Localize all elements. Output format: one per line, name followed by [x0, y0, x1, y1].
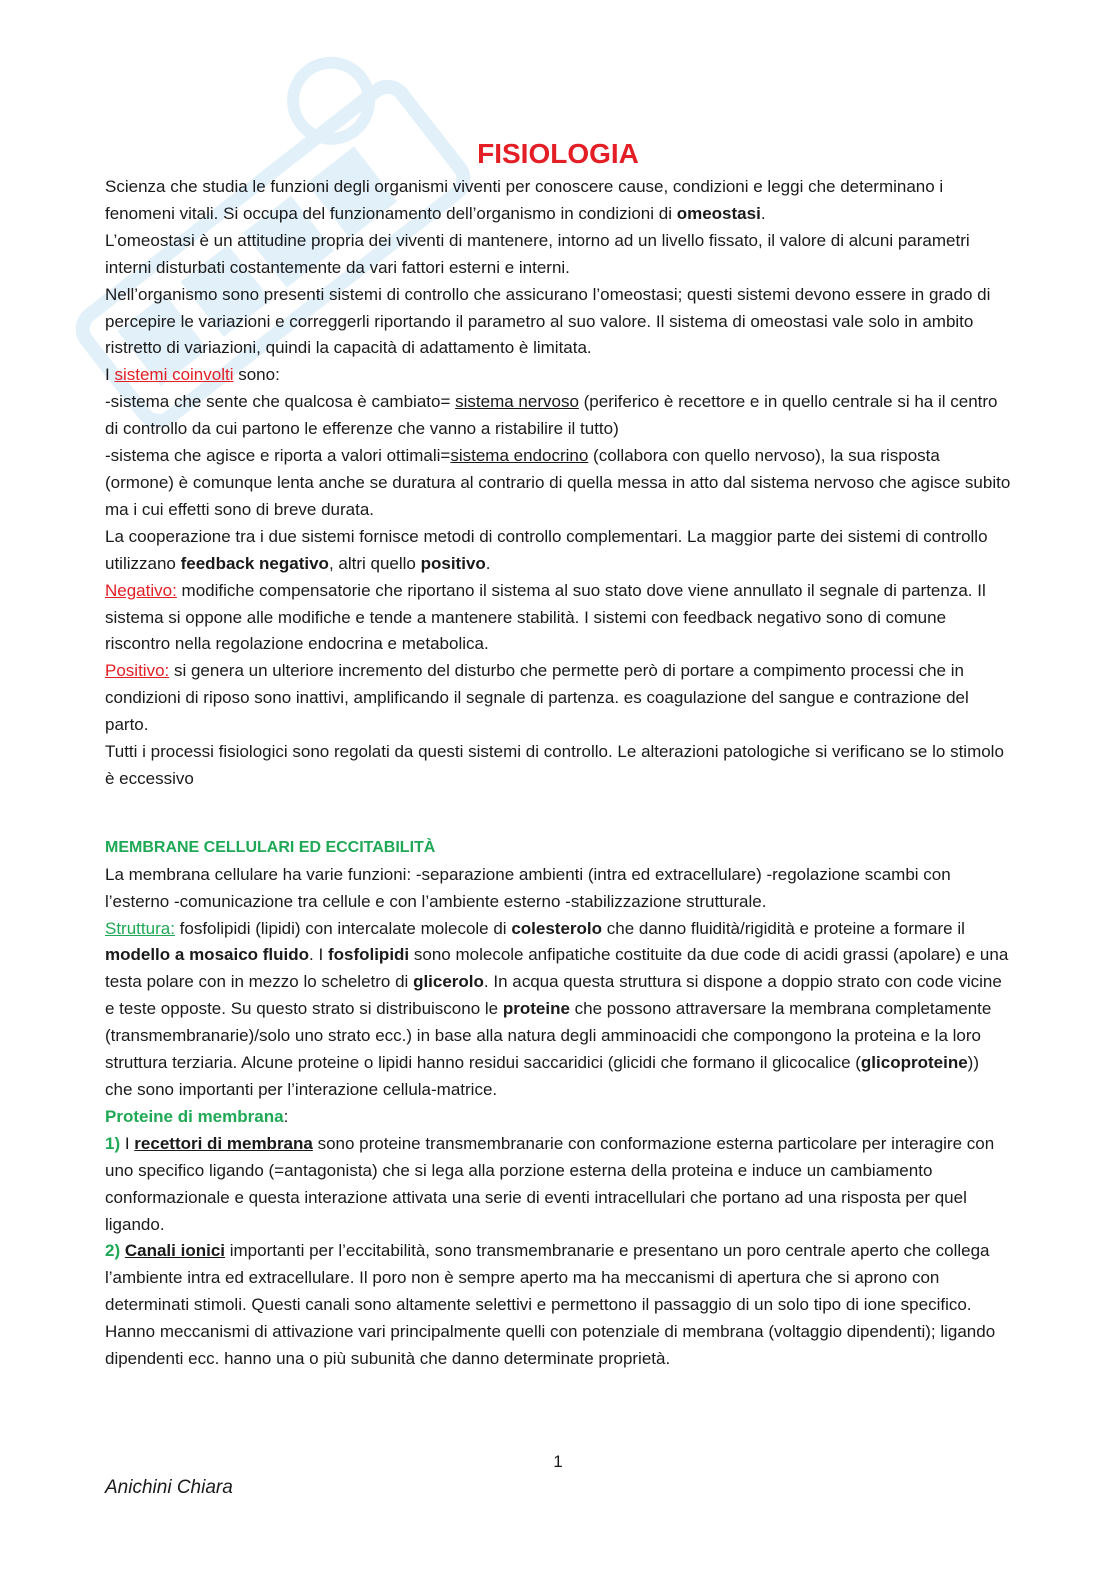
paragraph-negative-feedback: Negativo: modifiche compensatorie che riportano il sistema al suo stato dove viene annullato il segnale di partenza. Il sistema si oppone alle modifiche e tende a mantenere stabilità. I sistemi con feedback negativo sono di comune riscontro nella regolazione endocrina e metabolica. — [105, 580, 986, 654]
subheading-membrane-proteins: Proteine di membrana: — [105, 1106, 289, 1126]
page-title: FISIOLOGIA — [477, 138, 639, 169]
paragraph-systems-involved: I sistemi coinvolti sono: — [105, 365, 280, 385]
paragraph-ion-channels: 2) Canali ionici importanti per l’eccitabilità, sono transmembranarie e presentano un poro centrale aperto che collega l’ambiente intra ed extracellulare. Il poro non è sempre aperto ma ha meccanismi di apertura che si aprono con determinati stimoli. Questi canali sono altamente selettivi e permettono il passaggio di un solo tipo di ione specifico. Hanno meccanismi di attivazione vari principalmente quelli con potenziale di membrana (voltaggio dipendenti); ligando dipendenti ecc. hanno una o più subunità che danno determinate proprietà. — [105, 1241, 996, 1369]
author-name: Anichini Chiara — [105, 1477, 233, 1498]
term-sistema-endocrino: sistema endocrino — [450, 446, 589, 466]
list-number: 1) — [105, 1133, 121, 1153]
paragraph-endocrine-system: -sistema che agisce e riporta a valori ottimali=sistema endocrino (collabora con quello nervoso), la sua risposta (ormone) è comunque lenta anche se duratura al contrario di quella messa in atto dal sistema nervoso che agisce subito ma i cui effetti sono di breve durata. — [105, 446, 1011, 519]
paragraph-structure: Struttura: fosfolipidi (lipidi) con intercalate molecole di colesterolo che danno fluidità/rigidità e proteine a formare il modello a mosaico fluido. I fosfolipidi sono molecole anfipatiche costituite da due code di acidi grassi (apolare) e una testa polare con in mezzo lo scheletro di glicerolo. In acqua questa struttura si dispone a doppio strato con code vicine e teste opposte. Su questo strato si distribuiscono le proteine che possono attraversare la membrana completamente (transmembranarie)/solo uno strato ecc.) in base alla natura degli amminoacidi che compongono la proteina e la loro struttura terziaria. Alcune proteine o lipidi hanno residui saccaridici (glicidi che formano il glicocalice (glicoproteine)) che sono importanti per l’interazione cellula-matrice. — [105, 918, 1009, 1099]
document-page — [105, 136, 1011, 1373]
term-negativo: Negativo: — [105, 580, 177, 600]
paragraph-pathology: Tutti i processi fisiologici sono regolati da questi sistemi di controllo. Le alterazioni patologiche si verificano se lo stimolo è eccessivo — [105, 742, 1004, 788]
paragraph-nervous-system: -sistema che sente che qualcosa è cambiato= sistema nervoso (periferico è recettore e in quello centrale si ha il centro di controllo da cui partono le efferenze che vanno a ristabilire il tutto) — [105, 392, 998, 439]
list-number: 2) — [105, 1241, 121, 1261]
term-recettori: recettori di membrana — [134, 1133, 313, 1153]
term-positivo: Positivo: — [105, 661, 170, 681]
paragraph-control-systems: Nell’organismo sono presenti sistemi di controllo che assicurano l’omeostasi; questi sistemi devono essere in grado di percepire le variazioni e correggerli riportando il parametro al suo valore. Il sistema di omeostasi vale solo in ambito ristretto di variazioni, quindi la capacità di adattamento è limitata. — [105, 284, 991, 358]
paragraph-omeostasi: L’omeostasi è un attitudine propria dei viventi di mantenere, intorno ad un livello fissato, il valore di alcuni parametri interni disturbati costantemente da vari fattori esterni e interni. — [105, 230, 970, 277]
term-struttura: Struttura: — [105, 918, 175, 938]
section-heading: MEMBRANE CELLULARI ED ECCITABILITÀ — [105, 838, 436, 856]
term-canali-ionici: Canali ionici — [124, 1241, 225, 1261]
paragraph-definition: Scienza che studia le funzioni degli organismi viventi per conoscere cause, condizioni e leggi che determinano i fenomeni vitali. Si occupa del funzionamento dell’organismo in condizioni di omeostasi. — [105, 177, 944, 223]
spacer — [105, 793, 1011, 835]
page-number: 1 — [553, 1452, 563, 1471]
paragraph-positive-feedback: Positivo: si genera un ulteriore incremento del disturbo che permette però di portare a compimento processi che in condizioni di riposo sono inattivi, amplificando il segnale di partenza. es coagulazione del sangue e contrazione del parto. — [105, 661, 969, 735]
paragraph-membrane-functions: La membrana cellulare ha varie funzioni: -separazione ambienti (intra ed extracellulare) -regolazione scambi con l’esterno -comunicazione tra cellule e con l’ambiente esterno -stabilizzazione strutturale. — [105, 864, 951, 911]
paragraph-receptors: 1) I recettori di membrana sono proteine transmembranarie con conformazione esterna particolare per interagire con uno specifico ligando (=antagonista) che si lega alla porzione esterna della proteina e induce un cambiamento conformazionale e questa interazione attivata una serie di eventi intracellulari che portano ad una risposta per quel ligando. — [105, 1133, 995, 1234]
term-sistemi-coinvolti: sistemi coinvolti — [114, 365, 234, 385]
paragraph-cooperation: La cooperazione tra i due sistemi fornisce metodi di controllo complementari. La maggior parte dei sistemi di controllo utilizzano feedback negativo, altri quello positivo. — [105, 526, 988, 573]
term-sistema-nervoso: sistema nervoso — [455, 392, 579, 412]
